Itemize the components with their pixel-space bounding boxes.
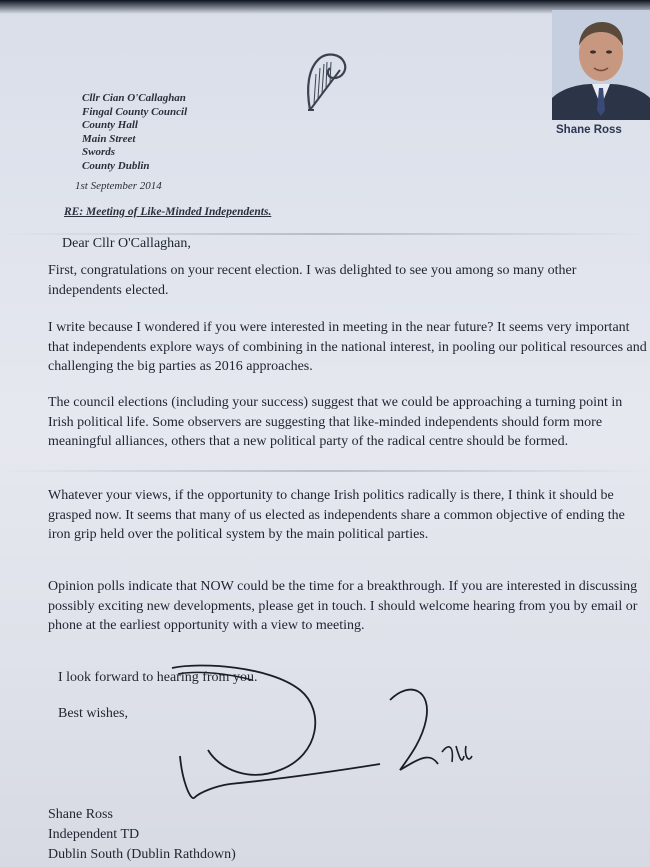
handwritten-signature [160,660,480,810]
sign-off: Best wishes, [58,706,128,721]
signer-name: Shane Ross [48,807,113,822]
paragraph: First, congratulations on your recent election. I was delighted to see you among so many other independents elected. [48,263,577,298]
signer-title: Independent TD [48,827,140,842]
address-line: Cllr Cian O'Callaghan [82,92,186,104]
signer-constituency: Dublin South (Dublin Rathdown) [48,847,236,862]
closing-line: I look forward to hearing from you. [58,670,258,685]
letter-date: 1st September 2014 [75,180,162,192]
paragraph: The council elections (including your success) suggest that we could be approaching a turning point in Irish political life. Some observers are suggesting that like-minded independents should form more meaningful alliances, others that a new political party of the radical centre should be formed. [48,395,623,449]
subject-line: RE: Meeting of Like-Minded Independents. [64,206,272,218]
paragraph: I write because I wondered if you were interested in meeting in the near future? It seems very important that independents explore ways of combining in the national interest, in pooling our political resources and challenging the big parties as 2016 approaches. [48,320,647,374]
salutation: Dear Cllr O'Callaghan, [62,236,191,251]
address-line: County Hall [82,119,138,131]
address-line: Swords [82,146,116,158]
address-line: Fingal County Council [82,105,188,118]
paper-fold [0,233,650,235]
address-line: County Dublin [82,159,150,172]
signature-block [48,805,236,865]
portrait-photo [552,10,650,120]
photo-caption: Shane Ross [556,124,622,136]
paper-fold [0,470,650,472]
harp-emblem-icon [300,48,352,116]
recipient-address [82,92,187,173]
address-line: Main Street [82,132,136,145]
paragraph: Opinion polls indicate that NOW could be the time for a breakthrough. If you are interested in discussing possibly exciting new developments, please get in touch. I should welcome hearing from you by email or phone at the earliest opportunity with a view to meeting. [48,579,638,633]
paragraph: Whatever your views, if the opportunity to change Irish politics radically is there, I think it should be grasped now. It seems that many of us elected as independents share a common objective of ending the iron grip held over the political system by the main political parties. [48,488,625,542]
